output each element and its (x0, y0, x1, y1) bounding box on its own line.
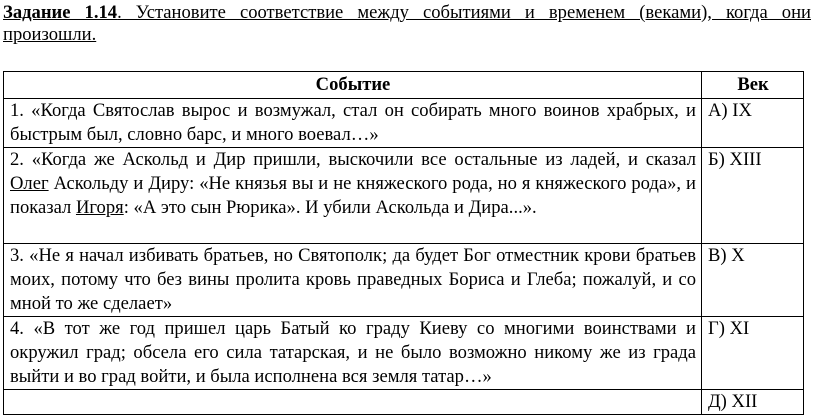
century-cell: Г) XI (702, 317, 804, 390)
event-cell: 4. «В тот же год пришел царь Батый ко граду Киеву со многими воинствами и окружил град; обсела его сила татарская, и не было возможно никому же из града выйти и во град войти, и была исполнена вся земля татар…» (4, 317, 702, 390)
event-cell: 3. «Не я начал избивать братьев, но Святополк; да будет Бог отместник крови братьев моих, потому что без вины пролита кровь праведных Бориса и Глеба; пожалуй, и со мной то же сделает» (4, 244, 702, 317)
century-cell: Д) XII (702, 390, 804, 415)
table-row (4, 148, 804, 244)
matching-table (3, 71, 804, 415)
header-century: Век (702, 72, 804, 99)
event-cell (4, 148, 702, 244)
task-number: Задание 1.14 (3, 2, 118, 23)
underlined-name-igor: Игоря (75, 197, 124, 218)
table-row (4, 244, 804, 317)
event-cell: 1. «Когда Святослав вырос и возмужал, стал он собирать много воинов храбрых, и быстрым был, словно барс, и много воевал…» (4, 99, 702, 148)
event-cell (4, 390, 702, 415)
century-cell: Б) XIII (702, 148, 804, 244)
century-cell: В) X (702, 244, 804, 317)
task-statement (3, 2, 811, 46)
event-text: Аскольду и Диру: «Не князья вы и не княжеского рода, но я княжеского рода», и показал (10, 173, 696, 218)
task-text: . Установите соответствие между событиями и временем (веками), когда они произошли. (3, 2, 811, 45)
event-text: 2. «Когда же Аскольд и Дир пришли, выскочили все остальные из ладей, и сказал (10, 149, 696, 170)
table-row (4, 317, 804, 390)
header-event: Событие (4, 72, 702, 99)
table-row (4, 99, 804, 148)
underlined-name-oleg: Олег (10, 173, 49, 194)
event-text: : «А это сын Рюрика». И убили Аскольда и Дира...». (123, 197, 537, 218)
table-row (4, 390, 804, 415)
century-cell: А) IX (702, 99, 804, 148)
table-header-row (4, 72, 804, 99)
